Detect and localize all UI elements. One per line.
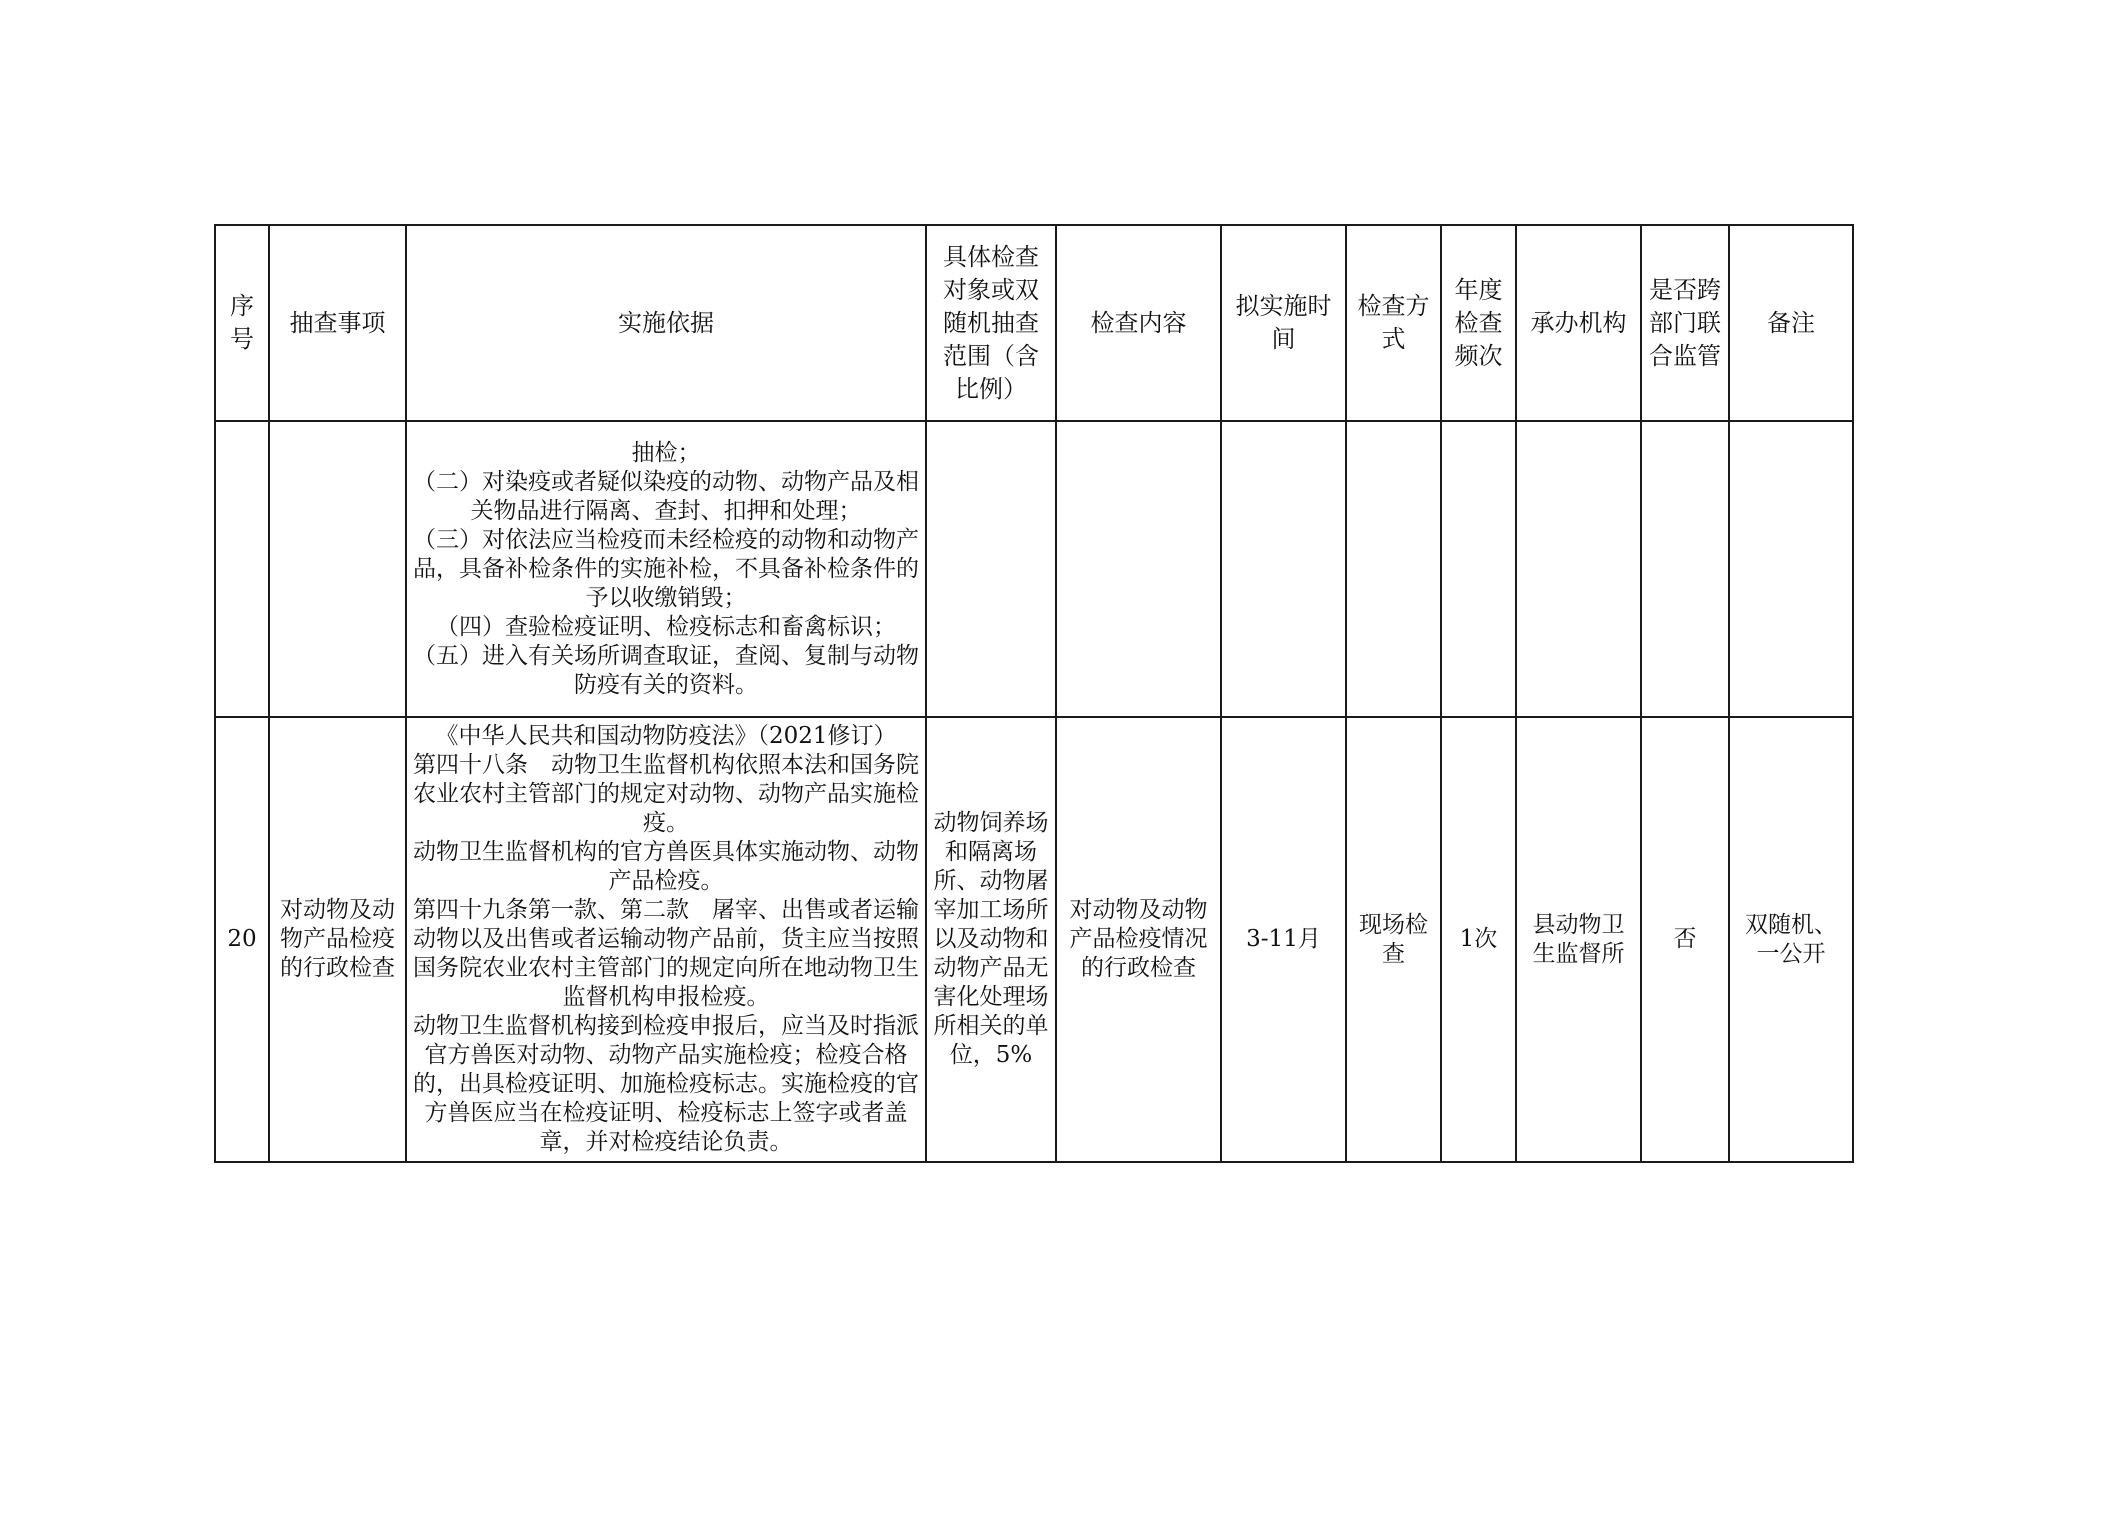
cont-method-cell <box>1346 421 1441 717</box>
cont-remark-cell <box>1729 421 1853 717</box>
method-cell: 现场检查 <box>1346 717 1441 1162</box>
agency-cell: 县动物卫生监督所 <box>1516 717 1641 1162</box>
cross-dept-cell: 否 <box>1641 717 1729 1162</box>
header-content: 检查内容 <box>1056 225 1221 421</box>
header-scope: 具体检查对象或双随机抽查范围（含比例） <box>926 225 1056 421</box>
basis-line: 动物卫生监督机构接到检疫申报后，应当及时指派官方兽医对动物、动物产品实施检疫；检疫合格的，出具检疫证明、加施检疫标志。实施检疫的官方兽医应当在检疫证明、检疫标志上签字或者盖章，并对检疫结论负责。 <box>413 1013 919 1155</box>
inspection-table <box>214 224 1854 1163</box>
scope-cell: 动物饲养场和隔离场所、动物屠宰加工场所以及动物和动物产品无害化处理场所相关的单位，5% <box>926 717 1056 1162</box>
basis-line: （五）进入有关场所调查取证，查阅、复制与动物防疫有关的资料。 <box>413 642 919 698</box>
header-seq: 序号 <box>215 225 269 421</box>
basis-line: 第四十九条第一款、第二款 屠宰、出售或者运输动物以及出售或者运输动物产品前，货主应当按照国务院农业农村主管部门的规定向所在地动物卫生监督机构申报检疫。 <box>413 897 919 1010</box>
header-remark: 备注 <box>1729 225 1853 421</box>
header-cross-dept: 是否跨部门联合监管 <box>1641 225 1729 421</box>
basis-line: （三）对依法应当检疫而未经检疫的动物和动物产品，具备补检条件的实施补检，不具备补检条件的予以收缴销毁； <box>413 526 919 611</box>
basis-line: 抽检； <box>631 439 701 466</box>
table-row <box>215 421 1853 717</box>
header-agency: 承办机构 <box>1516 225 1641 421</box>
frequency-cell: 1次 <box>1441 717 1516 1162</box>
cont-agency-cell <box>1516 421 1641 717</box>
cont-cross-dept-cell <box>1641 421 1729 717</box>
table-row <box>215 717 1853 1162</box>
basis-line: （四）查验检疫证明、检疫标志和畜禽标识； <box>436 613 896 640</box>
basis-cell <box>406 717 926 1162</box>
header-basis: 实施依据 <box>406 225 926 421</box>
header-method: 检查方式 <box>1346 225 1441 421</box>
item-cell: 对动物及动物产品检疫的行政检查 <box>269 717 406 1162</box>
seq-cell: 20 <box>215 717 269 1162</box>
cont-time-cell <box>1221 421 1346 717</box>
time-cell: 3-11月 <box>1221 717 1346 1162</box>
cont-basis-cell <box>406 421 926 717</box>
remark-cell: 双随机、一公开 <box>1729 717 1853 1162</box>
cont-seq-cell <box>215 421 269 717</box>
basis-line: 《中华人民共和国动物防疫法》（2021修订） <box>435 723 897 749</box>
cont-frequency-cell <box>1441 421 1516 717</box>
cont-content-cell <box>1056 421 1221 717</box>
header-frequency: 年度检查频次 <box>1441 225 1516 421</box>
cont-item-cell <box>269 421 406 717</box>
cont-scope-cell <box>926 421 1056 717</box>
header-row <box>215 225 1853 421</box>
basis-line: 动物卫生监督机构的官方兽医具体实施动物、动物产品检疫。 <box>413 839 919 894</box>
basis-line: 第四十八条 动物卫生监督机构依照本法和国务院农业农村主管部门的规定对动物、动物产品实施检疫。 <box>413 752 919 836</box>
header-item: 抽查事项 <box>269 225 406 421</box>
content-cell: 对动物及动物产品检疫情况的行政检查 <box>1056 717 1221 1162</box>
header-time: 拟实施时间 <box>1221 225 1346 421</box>
basis-line: （二）对染疫或者疑似染疫的动物、动物产品及相关物品进行隔离、查封、扣押和处理； <box>413 468 919 524</box>
